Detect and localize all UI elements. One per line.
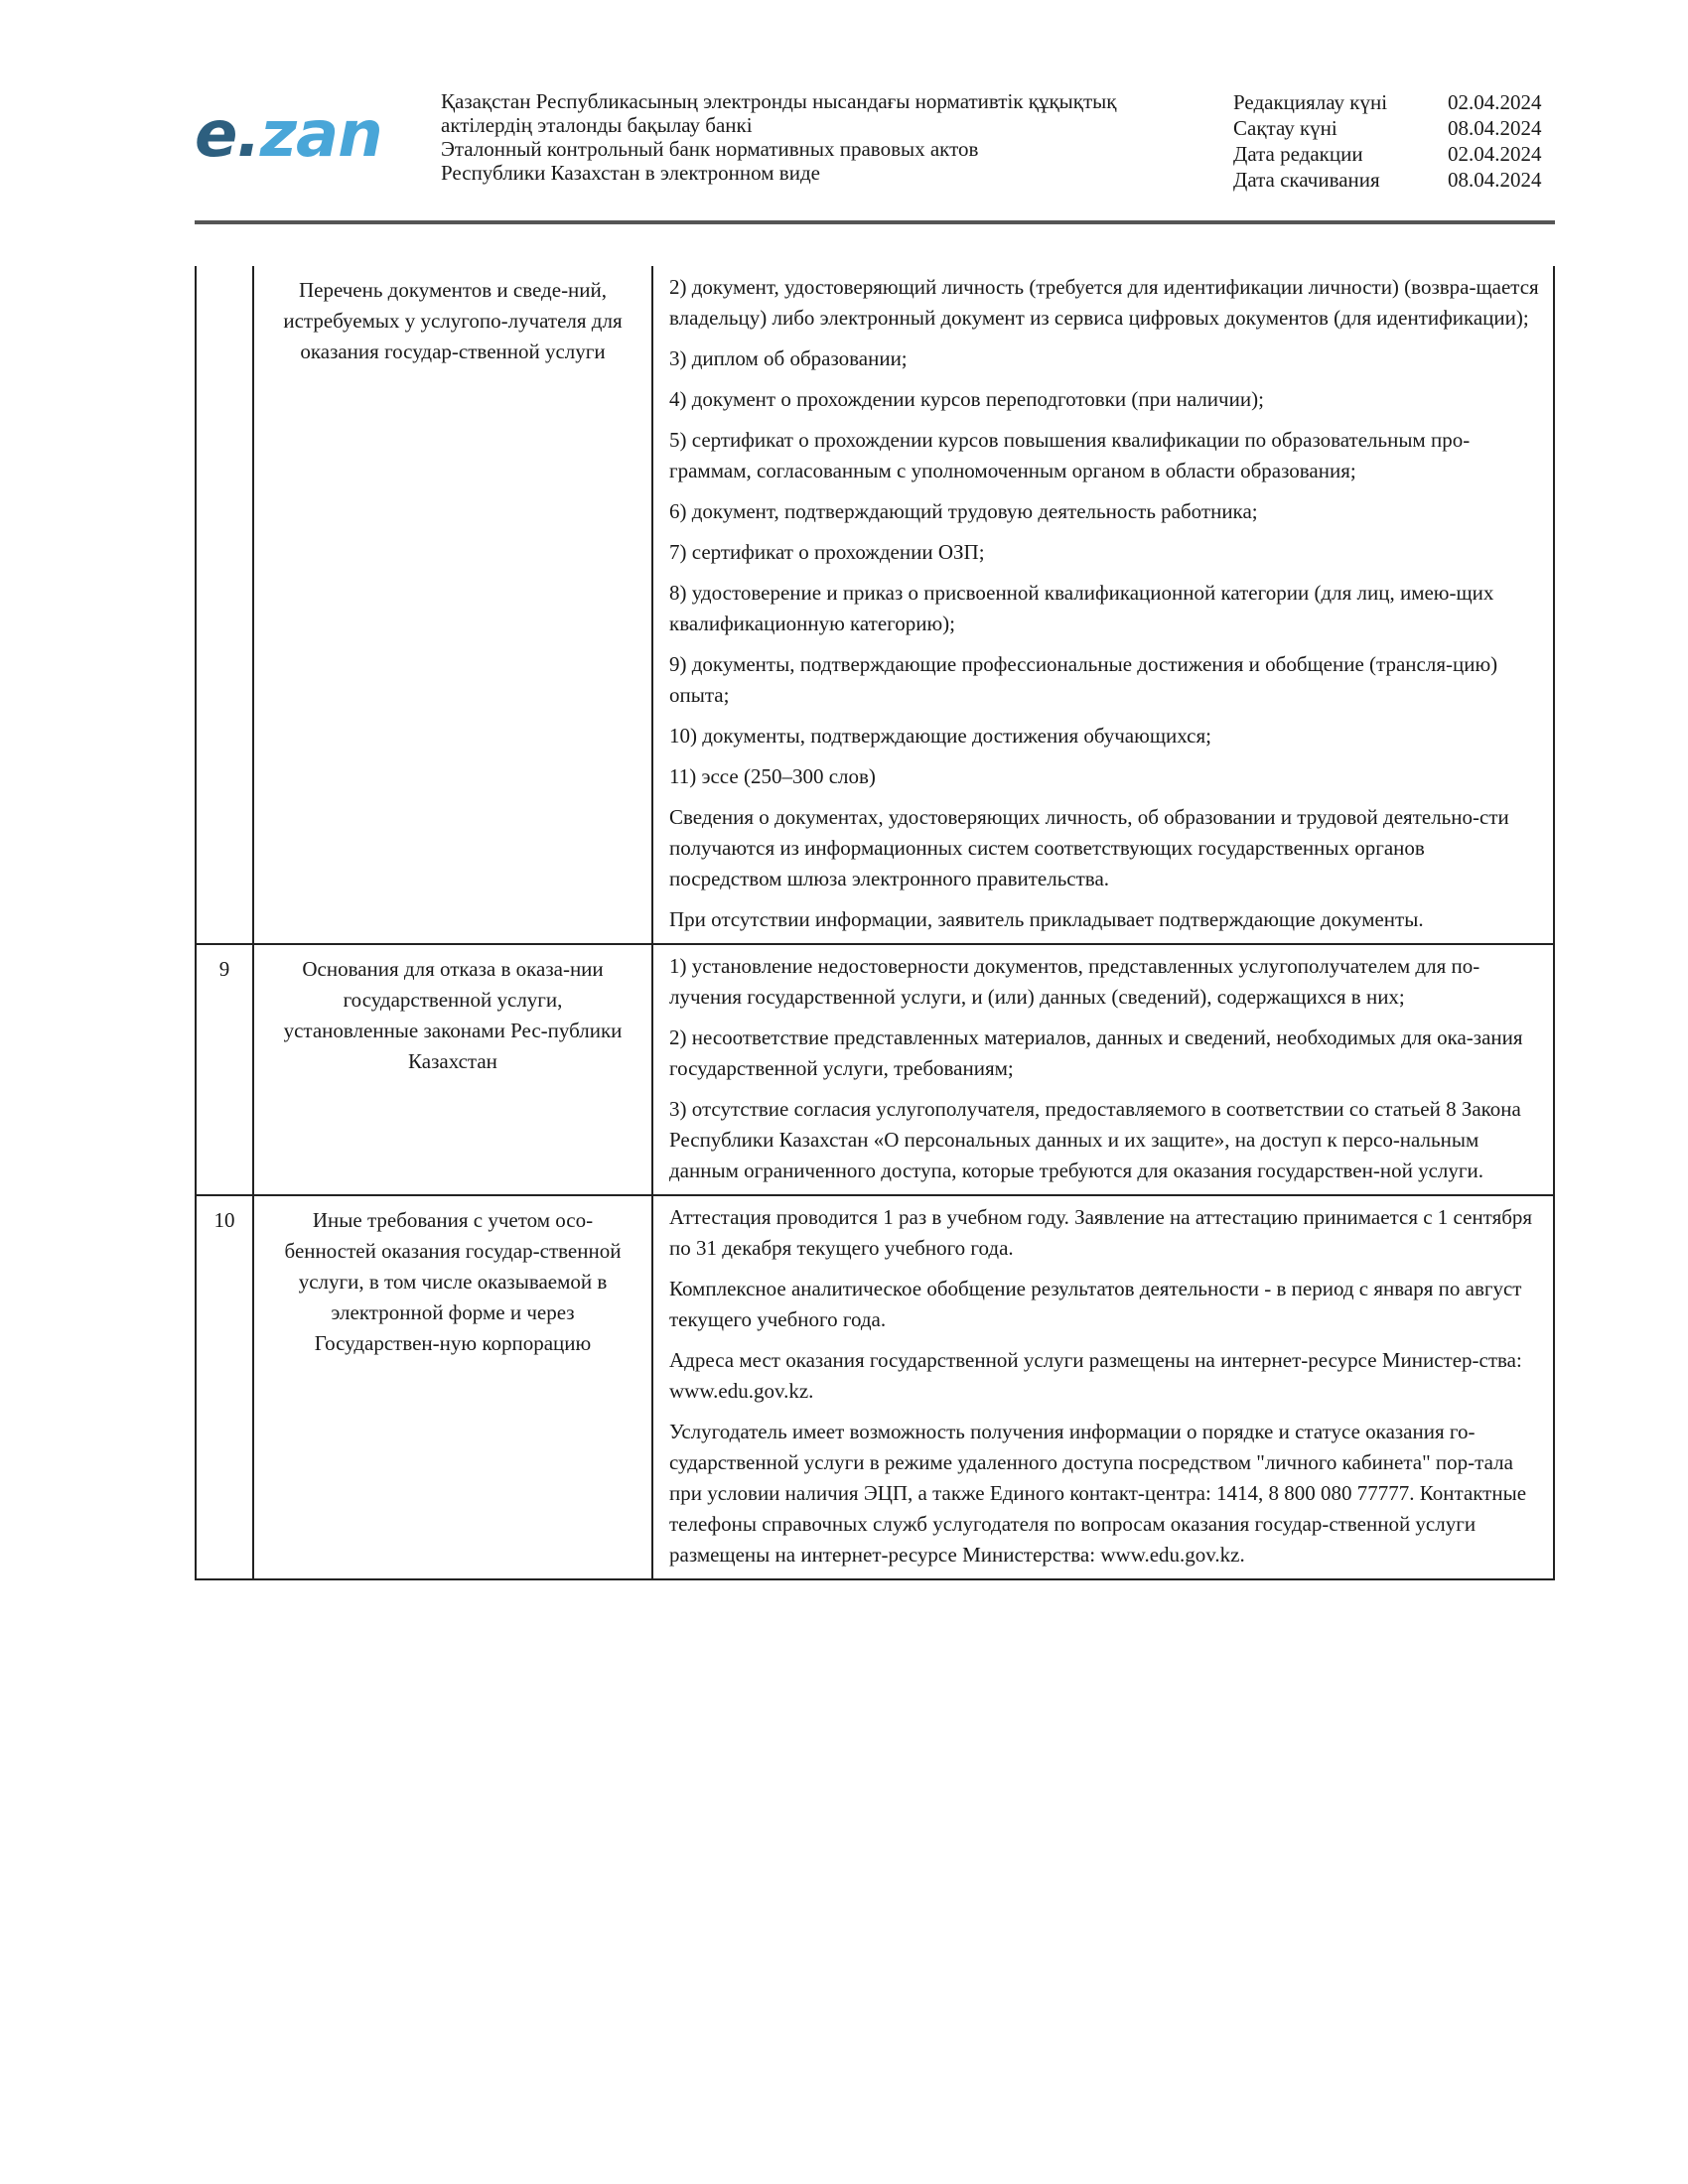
paragraph: 3) диплом об образовании; bbox=[669, 346, 908, 370]
paragraph: 5) сертификат о прохождении курсов повышения квалификации по образовательным про-граммам, согласованным с уполномоченным органом в области образования; bbox=[669, 428, 1471, 482]
row-number: 9 bbox=[196, 944, 253, 1195]
date-row bbox=[1233, 115, 1557, 141]
header-line: Қазақстан Республикасының электронды нысандағы нормативтік құқықтық bbox=[441, 89, 1117, 113]
header-dates bbox=[1233, 89, 1557, 193]
paragraph: 1) установление недостоверности документов, представленных услугополучателем для по-лучения государственной услуги, и (или) данных (сведений), содержащихся в них; bbox=[669, 954, 1480, 1009]
date-value: 02.04.2024 bbox=[1448, 90, 1542, 114]
paragraph: 3) отсутствие согласия услугополучателя, предоставляемого в соответствии со статьей 8 Закона Республики Казахстан «О персональных данных и их защите», на доступ к персо-нальным данным ограниченного доступа, которые требуются для оказания государствен-ной услуги. bbox=[669, 1097, 1521, 1182]
header-line: Республики Казахстан в электронном виде bbox=[441, 161, 820, 185]
date-label: Сақтау күні bbox=[1233, 116, 1337, 140]
paragraph: Сведения о документах, удостоверяющих личность, об образовании и трудовой деятельно-сти получаются из информационных систем соответствующих государственных органов посредством шлюза электронного правительства. bbox=[669, 805, 1509, 890]
date-row bbox=[1233, 89, 1557, 115]
paragraph: 11) эссе (250–300 слов) bbox=[669, 764, 876, 788]
paragraph: 9) документы, подтверждающие профессиональные достижения и обобщение (трансля-цию) опыта; bbox=[669, 652, 1498, 707]
date-label: Редакциялау күні bbox=[1233, 90, 1388, 114]
row-content bbox=[652, 944, 1554, 1195]
header-title-block bbox=[441, 89, 1196, 185]
table-row bbox=[196, 1195, 1554, 1579]
paragraph: Комплексное аналитическое обобщение результатов деятельности - в период с января по август текущего учебного года. bbox=[669, 1277, 1522, 1331]
paragraph: Аттестация проводится 1 раз в учебном году. Заявление на аттестацию принимается с 1 сентября по 31 декабря текущего учебного года. bbox=[669, 1205, 1533, 1260]
service-standard-table bbox=[195, 266, 1555, 1580]
row-number bbox=[196, 266, 253, 944]
table-row bbox=[196, 266, 1554, 944]
header-divider bbox=[195, 220, 1555, 224]
paragraph: 6) документ, подтверждающий трудовую деятельность работника; bbox=[669, 499, 1258, 523]
date-label: Дата скачивания bbox=[1233, 168, 1380, 192]
date-value: 02.04.2024 bbox=[1448, 142, 1542, 166]
document-header bbox=[195, 83, 1555, 222]
ezan-logo[interactable] bbox=[195, 98, 382, 172]
row-number: 10 bbox=[196, 1195, 253, 1579]
paragraph: 7) сертификат о прохождении ОЗП; bbox=[669, 540, 985, 564]
date-label: Дата редакции bbox=[1233, 142, 1363, 166]
logo-zan: zan bbox=[259, 98, 382, 172]
date-value: 08.04.2024 bbox=[1448, 116, 1542, 140]
header-line: актілердің эталонды бақылау банкі bbox=[441, 113, 753, 137]
header-line: Эталонный контрольный банк нормативных правовых актов bbox=[441, 137, 979, 161]
paragraph: Адреса мест оказания государственной услуги размещены на интернет-ресурсе Министер-ства: www.edu.gov.kz. bbox=[669, 1348, 1522, 1403]
paragraph: 8) удостоверение и приказ о присвоенной квалификационной категории (для лиц, имею-щих квалификационную категорию); bbox=[669, 581, 1494, 635]
date-row bbox=[1233, 167, 1557, 193]
row-content bbox=[652, 266, 1554, 944]
table-row bbox=[196, 944, 1554, 1195]
date-value: 08.04.2024 bbox=[1448, 168, 1542, 192]
paragraph: 2) несоответствие представленных материалов, данных и сведений, необходимых для ока-зания государственной услуги, требованиям; bbox=[669, 1025, 1523, 1080]
paragraph: 2) документ, удостоверяющий личность (требуется для идентификации личности) (возвра-щается владельцу) либо электронный документ из сервиса цифровых документов (для идентификации); bbox=[669, 275, 1539, 330]
logo-dot: . bbox=[236, 98, 260, 172]
paragraph: 10) документы, подтверждающие достижения обучающихся; bbox=[669, 724, 1211, 748]
paragraph: 4) документ о прохождении курсов переподготовки (при наличии); bbox=[669, 387, 1264, 411]
row-title: Основания для отказа в оказа-нии государственной услуги, установленные законами Рес-публики Казахстан bbox=[253, 944, 652, 1195]
paragraph: Услугодатель имеет возможность получения информации о порядке и статусе оказания го-сударственной услуги в режиме удаленного доступа посредством "личного кабинета" пор-тала при условии наличия ЭЦП, а также Единого контакт-центра: 1414, 8 800 080 77777. Контактные телефоны справочных служб услугодателя по вопросам оказания государ-ственной услуги размещены на интернет-ресурсе Министерства: www.edu.gov.kz. bbox=[669, 1420, 1527, 1567]
row-content bbox=[652, 1195, 1554, 1579]
logo-e: e bbox=[195, 98, 237, 172]
paragraph: При отсутствии информации, заявитель прикладывает подтверждающие документы. bbox=[669, 907, 1424, 931]
row-title: Перечень документов и сведе-ний, истребуемых у услугопо-лучателя для оказания государ-ственной услуги bbox=[253, 266, 652, 944]
date-row bbox=[1233, 141, 1557, 167]
row-title: Иные требования с учетом осо-бенностей оказания государ-ственной услуги, в том числе оказываемой в электронной форме и через Государствен-ную корпорацию bbox=[253, 1195, 652, 1579]
